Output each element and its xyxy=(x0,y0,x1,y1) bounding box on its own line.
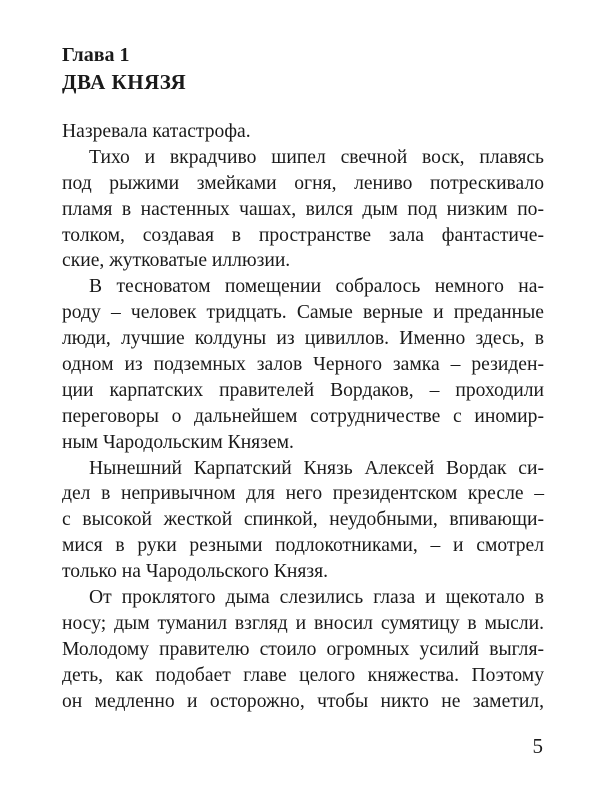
chapter-heading xyxy=(62,42,186,96)
text-line: он медленно и осторожно, чтобы никто не заметил, xyxy=(62,690,544,712)
text-line: пламя в настенных чашах, вился дым под низким по- xyxy=(62,198,544,220)
text-line: дел в непривычном для него президентском кресле – xyxy=(62,483,544,505)
text-line: под рыжими змейками огня, лениво потрескивало xyxy=(62,172,544,194)
text-line: мися в руки резными подлокотниками, – и смотрел xyxy=(62,535,544,557)
text-line: Тихо и вкрадчиво шипел свечной воск, плавясь xyxy=(89,146,544,168)
text-line: роду – человек тридцать. Самые верные и преданные xyxy=(62,302,544,324)
text-line: носу; дым туманил взгляд и вносил сумятицу в мысли. xyxy=(62,612,544,634)
chapter-number: Глава 1 xyxy=(62,44,130,66)
text-line: В тесноватом помещении собралось немного на- xyxy=(89,276,544,298)
text-line: Назревала катастрофа. xyxy=(62,121,251,142)
body-text xyxy=(62,119,544,714)
text-line: ции карпатских правителей Вордаков, – проходили xyxy=(62,379,544,401)
text-line: ным Чародольским Князем. xyxy=(62,431,294,453)
text-line: с высокой жесткой спинкой, неудобными, впивающи- xyxy=(62,509,544,531)
chapter-title: ДВА КНЯЗЯ xyxy=(62,70,187,94)
text-line: От проклятого дыма слезились глаза и щекотало в xyxy=(89,587,544,609)
text-line: деть, как подобает главе целого княжества. Поэтому xyxy=(62,664,544,686)
page-number: 5 xyxy=(532,734,543,758)
text-line: люди, лучшие колдуны из цивиллов. Именно здесь, в xyxy=(62,328,544,350)
text-line: Нынешний Карпатский Князь Алексей Вордак си- xyxy=(89,457,544,479)
text-line: переговоры о дальнейшем сотрудничестве с иномир- xyxy=(62,405,544,427)
text-line: Молодому правителю стоило огромных усилий выгля- xyxy=(62,638,544,660)
text-line: толком, создавая в пространстве зала фантастиче- xyxy=(62,224,544,246)
text-line: ские, жутковатые иллюзии. xyxy=(62,250,291,272)
text-line: только на Чародольского Князя. xyxy=(62,561,329,583)
text-line: одном из подземных залов Черного замка – резиден- xyxy=(62,354,544,376)
